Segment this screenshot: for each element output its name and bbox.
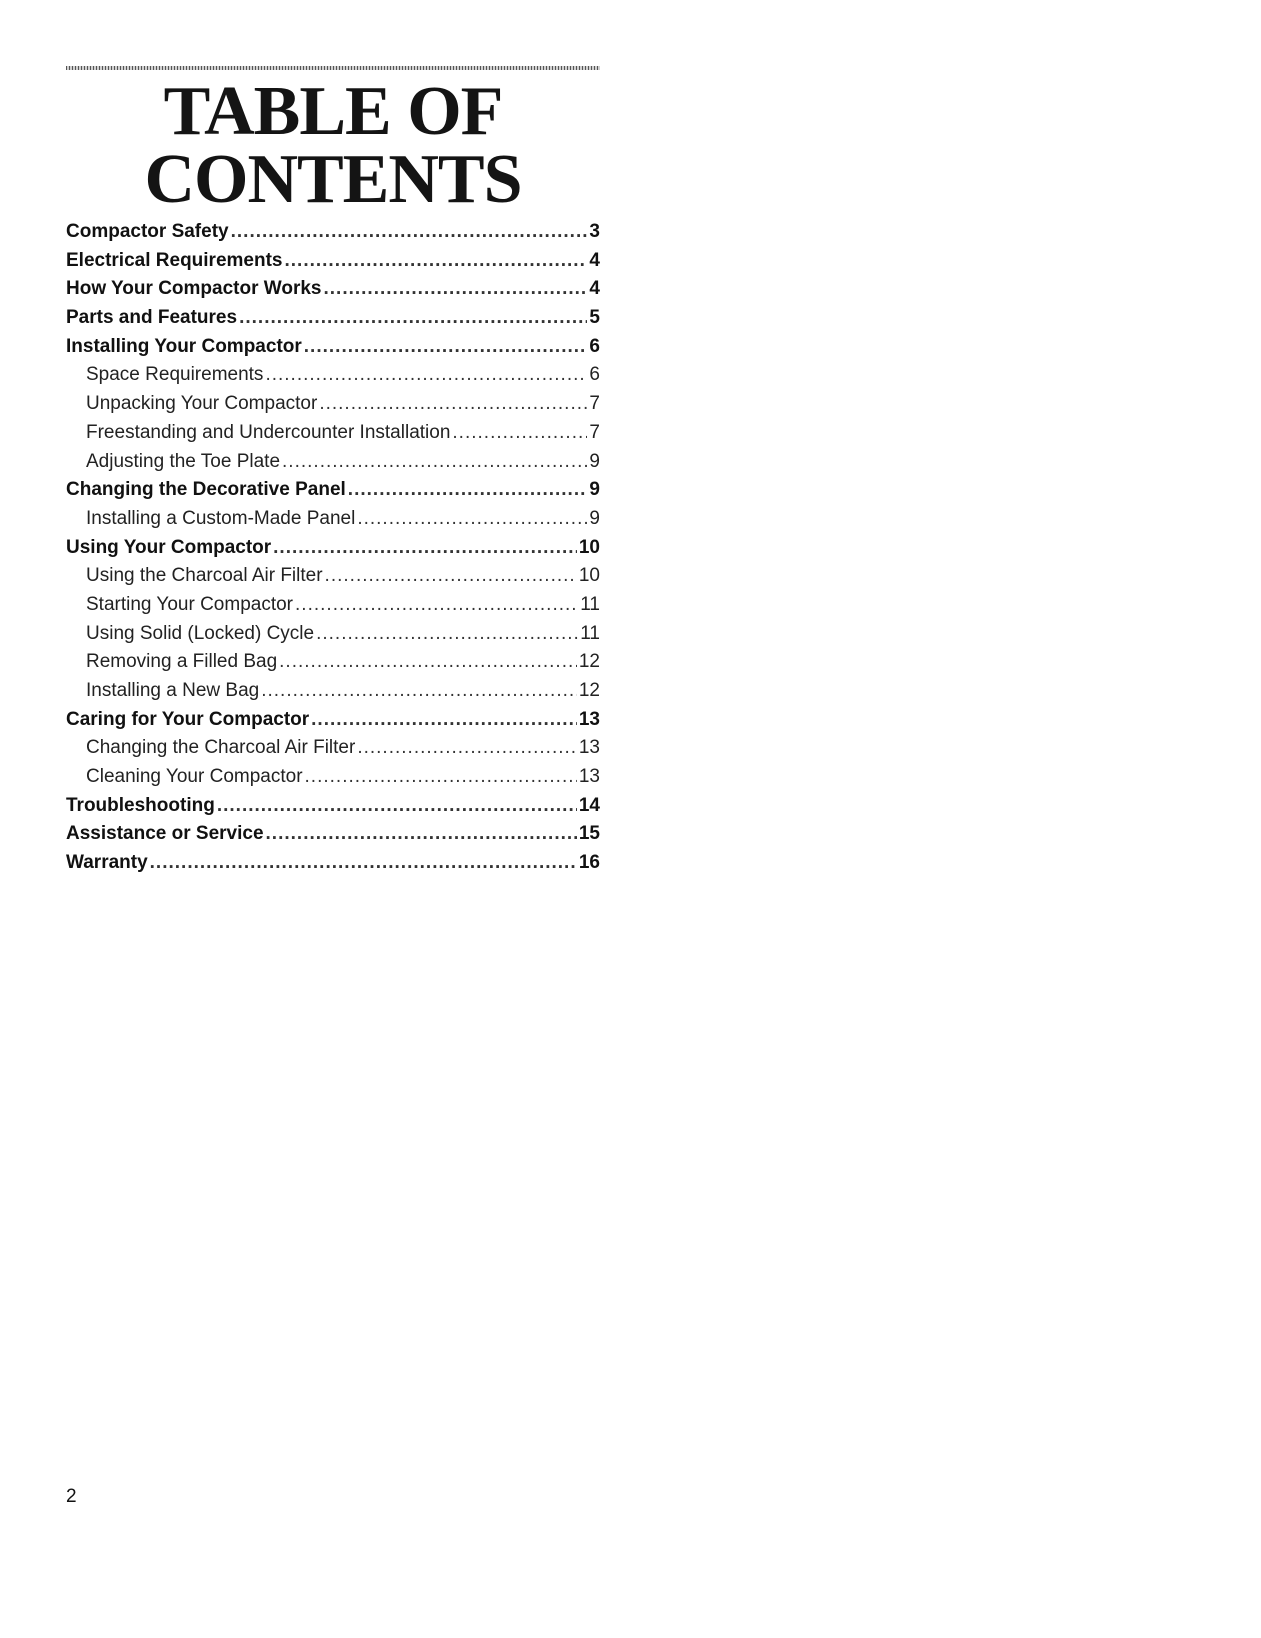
dot-leader xyxy=(357,737,577,759)
toc-entry-title: Cleaning Your Compactor xyxy=(86,766,303,788)
toc-subentry[interactable] xyxy=(66,422,600,451)
dot-leader xyxy=(284,250,587,272)
toc-entry-page: 7 xyxy=(589,393,600,415)
toc-entry-title: Caring for Your Compactor xyxy=(66,708,310,730)
toc-entry[interactable] xyxy=(66,795,600,824)
toc-entry-page: 3 xyxy=(589,221,600,242)
toc-entry-page: 16 xyxy=(578,852,600,874)
toc-entry-title: Installing a Custom-Made Panel xyxy=(86,507,356,529)
toc-entry-page: 15 xyxy=(578,823,600,845)
dot-leader xyxy=(279,651,577,673)
toc-entry-title: Assistance or Service xyxy=(66,823,264,845)
toc-entry[interactable] xyxy=(66,852,600,881)
toc-entry-title: Starting Your Compactor xyxy=(86,593,294,615)
toc-entry-page: 5 xyxy=(589,307,600,329)
toc-subentry[interactable] xyxy=(66,594,600,623)
toc-entry-title: Parts and Features xyxy=(66,307,238,329)
toc-entry[interactable] xyxy=(66,537,600,566)
dot-leader xyxy=(311,709,577,731)
toc-entry-page: 11 xyxy=(580,593,600,615)
table-of-contents xyxy=(66,221,600,881)
toc-subentry[interactable] xyxy=(66,680,600,709)
toc-entry[interactable] xyxy=(66,250,600,279)
toc-entry-title: How Your Compactor Works xyxy=(66,278,322,300)
toc-entry-title: Space Requirements xyxy=(86,364,264,386)
toc-subentry[interactable] xyxy=(66,393,600,422)
toc-entry-page: 9 xyxy=(589,507,600,529)
toc-entry-title: Removing a Filled Bag xyxy=(86,651,278,673)
toc-entry[interactable] xyxy=(66,479,600,508)
dot-leader xyxy=(325,565,577,587)
toc-subentry[interactable] xyxy=(66,623,600,652)
toc-entry-page: 11 xyxy=(580,622,600,644)
toc-entry[interactable] xyxy=(66,221,600,250)
toc-entry-page: 13 xyxy=(578,766,600,788)
dot-leader xyxy=(323,278,587,300)
toc-entry-page: 4 xyxy=(589,278,600,300)
dot-leader xyxy=(266,823,577,845)
toc-entry[interactable] xyxy=(66,307,600,336)
toc-entry[interactable] xyxy=(66,336,600,365)
toc-entry-page: 12 xyxy=(578,680,600,701)
dot-leader xyxy=(239,307,587,329)
toc-entry-title: Installing Your Compactor xyxy=(66,335,302,357)
toc-entry-page: 6 xyxy=(589,335,600,357)
toc-entry-page: 9 xyxy=(589,450,600,472)
toc-entry[interactable] xyxy=(66,709,600,738)
toc-entry-page: 14 xyxy=(578,794,600,816)
toc-subentry[interactable] xyxy=(66,508,600,537)
dot-leader xyxy=(295,594,578,616)
dot-leader xyxy=(305,766,577,788)
toc-entry-title: Using Your Compactor xyxy=(66,536,272,558)
toc-entry-title: Unpacking Your Compactor xyxy=(86,393,318,415)
toc-entry-title: Adjusting the Toe Plate xyxy=(86,450,281,472)
dot-leader xyxy=(357,508,587,530)
toc-entry-title: Changing the Charcoal Air Filter xyxy=(86,737,356,759)
dot-leader xyxy=(316,623,578,645)
dot-leader xyxy=(265,364,587,386)
toc-entry-page: 12 xyxy=(578,651,600,673)
toc-entry-page: 10 xyxy=(578,536,600,558)
toc-entry-title: Electrical Requirements xyxy=(66,249,283,271)
toc-entry[interactable] xyxy=(66,278,600,307)
toc-subentry[interactable] xyxy=(66,451,600,480)
header-rule xyxy=(66,66,600,70)
dot-leader xyxy=(319,393,587,415)
toc-subentry[interactable] xyxy=(66,565,600,594)
toc-entry-page: 9 xyxy=(589,479,600,501)
dot-leader xyxy=(282,451,587,473)
toc-entry-title: Installing a New Bag xyxy=(86,680,260,701)
title-line-1: TABLE OF xyxy=(163,73,503,150)
dot-leader xyxy=(217,795,577,817)
toc-entry-page: 10 xyxy=(578,565,600,587)
dot-leader xyxy=(304,336,588,358)
dot-leader xyxy=(348,479,588,501)
dot-leader xyxy=(261,680,577,702)
toc-entry-page: 4 xyxy=(589,249,600,271)
toc-entry[interactable] xyxy=(66,823,600,852)
dot-leader xyxy=(452,422,587,444)
page-title xyxy=(66,73,600,218)
toc-entry-page: 7 xyxy=(589,421,600,443)
toc-entry-title: Using Solid (Locked) Cycle xyxy=(86,622,315,644)
toc-entry-page: 6 xyxy=(589,364,600,386)
toc-entry-title: Changing the Decorative Panel xyxy=(66,479,346,501)
toc-entry-title: Troubleshooting xyxy=(66,794,215,816)
toc-subentry[interactable] xyxy=(66,364,600,393)
toc-subentry[interactable] xyxy=(66,651,600,680)
title-line-2: CONTENTS xyxy=(144,141,522,218)
dot-leader xyxy=(273,537,577,559)
dot-leader xyxy=(150,852,577,874)
toc-entry-page: 13 xyxy=(578,737,600,759)
toc-entry-page: 13 xyxy=(578,708,600,730)
toc-entry-title: Compactor Safety xyxy=(66,221,229,242)
toc-entry-title: Freestanding and Undercounter Installation xyxy=(86,421,451,443)
toc-subentry[interactable] xyxy=(66,766,600,795)
dot-leader xyxy=(231,221,588,243)
toc-entry-title: Warranty xyxy=(66,852,148,874)
toc-entry-title: Using the Charcoal Air Filter xyxy=(86,565,323,587)
toc-subentry[interactable] xyxy=(66,737,600,766)
page-number: 2 xyxy=(66,1486,77,1507)
